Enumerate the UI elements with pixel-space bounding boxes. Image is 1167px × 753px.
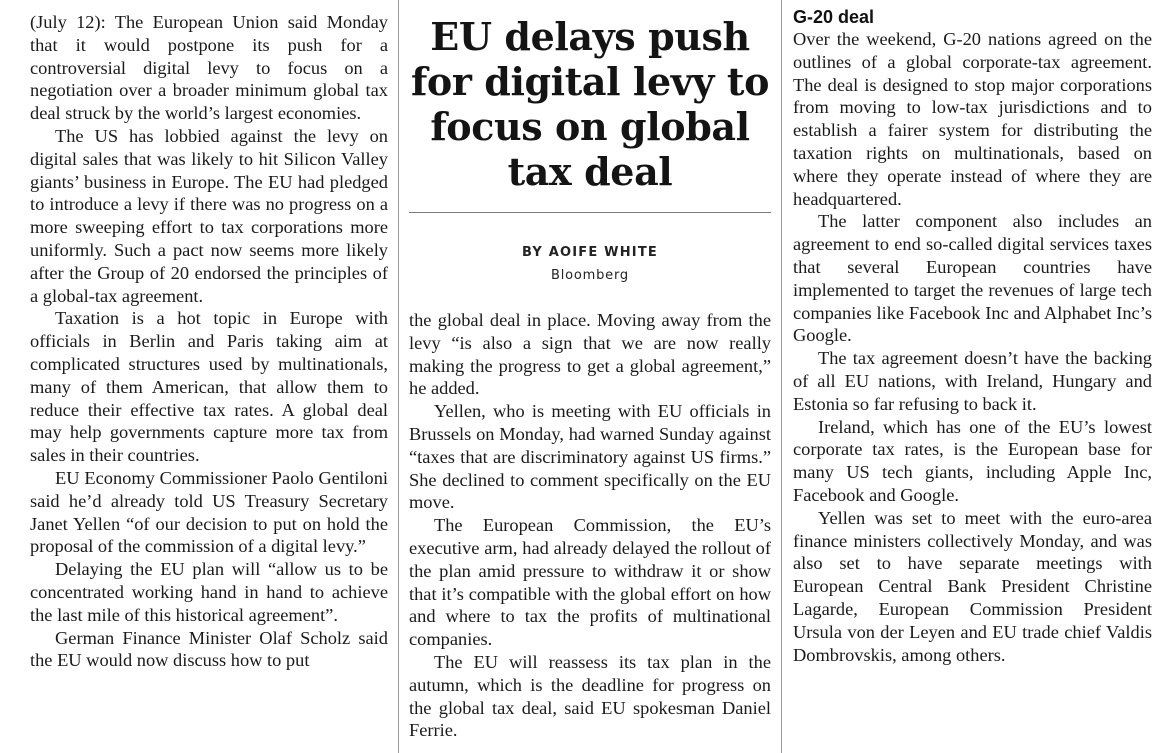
source-label: Bloomberg [551, 268, 629, 283]
headline-rule [409, 212, 771, 213]
paragraph: the global deal in place. Moving away from the levy “is also a sign that we are now really making the progress to get a global agreement,” he added. [409, 310, 771, 399]
paragraph: Taxation is a hot topic in Europe with officials in Berlin and Paris taking aim at complicated structures used by multinationals, many of them American, that allow them to reduce their effective tax rates. A global deal may help governments capture more tax from sales in their countries. [30, 308, 388, 466]
article-column-3 [793, 0, 1152, 753]
column-body [409, 309, 771, 742]
article-column-2 [409, 0, 771, 753]
article-column-1 [30, 0, 388, 753]
paragraph: Delaying the EU plan will “allow us to be concentrated working hand in hand to achieve the last mile of this historical agreement”. [30, 559, 388, 625]
column-divider [398, 0, 399, 753]
column-body [793, 28, 1152, 666]
paragraph: Over the weekend, G-20 nations agreed on the outlines of a global corporate-tax agreement. The deal is designed to stop major corporations from moving to low-tax jurisdictions and to establish a fairer system for distributing the taxation rights on multinationals, based on where they operate instead of where they are headquartered. [793, 29, 1152, 209]
paragraph: Yellen was set to meet with the euro-area finance ministers collectively Monday, and was also set to have separate meetings with European Central Bank President Christine Lagarde, European Commission President Ursula von der Leyen and EU trade chief Valdis Dombrovskis, among others. [793, 507, 1152, 665]
subhead: G-20 deal [793, 7, 875, 27]
paragraph: The US has lobbied against the levy on digital sales that was likely to hit Silicon Valley giants’ business in Europe. The EU had pledged to introduce a levy if there was no progress on a more sweeping effort to tax corporations more uniformly. Such a pact now seems more likely after the Group of 20 endorsed the principles of a global-tax agreement. [30, 125, 388, 306]
paragraph: The EU will reassess its tax plan in the autumn, which is the deadline for progress on the global tax deal, said EU spokesman Daniel Ferrie. [409, 651, 771, 741]
headline: EU delays push for digital levy to focus on global tax deal [410, 14, 770, 194]
headline-block [409, 0, 771, 283]
paragraph: Yellen, who is meeting with EU officials in Brussels on Monday, had warned Sunday against “taxes that are discriminatory against US firms.” She declined to comment specifically on the EU move. [409, 401, 771, 513]
column-body [30, 0, 388, 672]
paragraph: Ireland, which has one of the EU’s lowest corporate tax rates, is the European base for many US tech giants, including Apple Inc, Facebook and Google. [793, 416, 1152, 505]
paragraph: EU Economy Commissioner Paolo Gentiloni said he’d already told US Treasury Secretary Janet Yellen “of our decision to put on hold the proposal of the commission of a digital levy.” [30, 467, 388, 557]
byline: BY AOIFE WHITE [522, 245, 658, 260]
paragraph: The European Commission, the EU’s executive arm, had already delayed the rollout of the plan amid pressure to withdraw it or show that it’s compatible with the global effort on how and where to tax the profits of multinational companies. [409, 515, 771, 650]
paragraph: (July 12): The European Union said Monday that it would postpone its push for a controversial digital levy to focus on a negotiation over a broader minimum global tax deal struck by the world’s largest economies. [30, 12, 388, 124]
paragraph: German Finance Minister Olaf Scholz said the EU would now discuss how to put [30, 627, 388, 671]
paragraph: The latter component also includes an agreement to end so-called digital services taxes that several European countries have implemented to target the revenues of large tech companies like Facebook Inc and Alphabet Inc’s Google. [793, 211, 1152, 346]
column-divider [781, 0, 782, 753]
paragraph: The tax agreement doesn’t have the backing of all EU nations, with Ireland, Hungary and Estonia so far refusing to back it. [793, 348, 1152, 414]
